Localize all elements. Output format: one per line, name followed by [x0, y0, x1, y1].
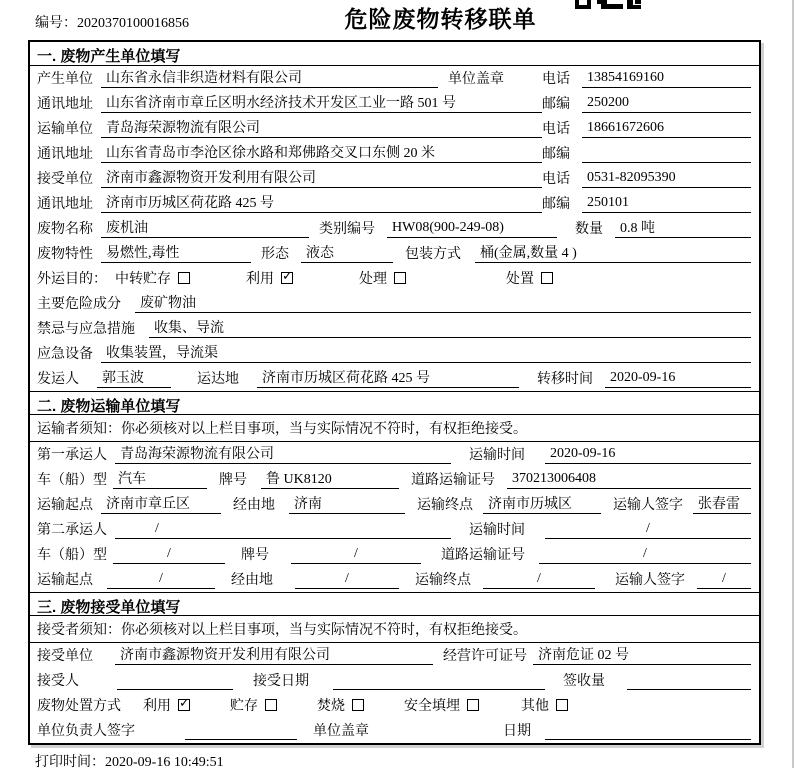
plate-label: 牌号: [219, 473, 247, 488]
phone-label: 电话: [542, 72, 570, 87]
option-label: 贮存: [230, 699, 258, 714]
section3-title: 三. 废物接受单位填写: [30, 592, 759, 616]
section2-title: 二. 废物运输单位填写: [30, 391, 759, 415]
disposal-option-other: [521, 695, 568, 715]
row-receiver: [30, 166, 759, 191]
trait-value: 易燃性,毒性: [101, 242, 251, 263]
trait-label: 废物特性: [37, 247, 93, 262]
row-carrier1: [30, 442, 759, 467]
via-label: 经由地: [233, 498, 275, 513]
equipment-label: 应急设备: [37, 347, 93, 362]
page-edge-line: [792, 0, 794, 768]
carrier1-label: 第一承运人: [37, 448, 107, 463]
disposal-option-landfill: [404, 695, 479, 715]
checkbox-disposal-landfill: [467, 699, 479, 711]
transport-time-label: 运输时间: [469, 448, 525, 463]
packing-label: 包装方式: [405, 247, 461, 262]
checkbox-utilize: [281, 272, 293, 284]
signed-qty-value: [627, 672, 751, 690]
transporter-value: 青岛海荣源物流有限公司: [101, 117, 542, 138]
quantity-label: 数量: [575, 222, 603, 237]
purpose-option-treat: [359, 268, 406, 288]
purpose-option-utilize: [246, 268, 293, 288]
zip-label: 邮编: [542, 97, 570, 112]
checkbox-dispose: [541, 272, 553, 284]
carrier1-permit-value: 370213006408: [507, 471, 751, 489]
producer-value: 山东省永信非织造材料有限公司: [101, 67, 438, 88]
carrier2-value: /: [115, 521, 451, 539]
accept-unit-value: 济南市鑫源物资开发利用有限公司: [115, 644, 433, 665]
carrier2-time-value: /: [545, 521, 751, 539]
road-permit-label: 道路运输证号: [441, 548, 525, 563]
print-time: [35, 751, 224, 771]
form-label: 形态: [261, 247, 289, 262]
phone-label: 电话: [542, 122, 570, 137]
carrier2-vehicle-value: /: [113, 546, 225, 564]
road-permit-label: 道路运输证号: [411, 473, 495, 488]
address-label: 通讯地址: [37, 197, 93, 212]
carrier1-time-value: 2020-09-16: [545, 446, 751, 464]
purpose-option-dispose: [506, 268, 553, 288]
checkbox-disposal-other: [556, 699, 568, 711]
transfer-time-value: 2020-09-16: [605, 370, 751, 388]
taboo-label: 禁忌与应急措施: [37, 322, 135, 337]
accept-unit-label: 接受单位: [37, 649, 93, 664]
origin-label: 运输起点: [37, 498, 93, 513]
row-equipment: [30, 341, 759, 366]
row-taboo: [30, 316, 759, 341]
plate-label: 牌号: [241, 548, 269, 563]
hazard-value: 废矿物油: [135, 292, 751, 313]
address-label: 通讯地址: [37, 147, 93, 162]
producer-address-value: 山东省济南市章丘区明水经济技术开发区工业一路 501 号: [101, 92, 542, 113]
form-value: 液态: [301, 242, 393, 263]
seal-label: 单位盖章: [448, 72, 504, 87]
transporter-zip-value: [582, 145, 751, 163]
row-producer-address: [30, 91, 759, 116]
carrier1-origin-value: 济南市章丘区: [101, 493, 221, 514]
via-label: 经由地: [231, 573, 273, 588]
doc-number-value: 2020370100016856: [77, 16, 189, 31]
vehicle-label: 车（船）型: [37, 473, 107, 488]
section3-notice: 接受者须知：你必须核对以上栏目事项，当与实际情况不符时，有权拒绝接受。: [30, 616, 759, 643]
accept-date-value: [333, 672, 545, 690]
carrier2-origin-value: /: [107, 571, 215, 589]
carrier2-terminus-value: /: [483, 571, 595, 589]
disposal-option-store: [230, 695, 277, 715]
phone-label: 电话: [542, 172, 570, 187]
carrier2-signature-value: /: [697, 571, 751, 589]
vehicle-label: 车（船）型: [37, 548, 107, 563]
zip-label: 邮编: [542, 147, 570, 162]
option-label: 处理: [359, 272, 387, 287]
section2-notice: 运输者须知：你必须核对以上栏目事项，当与实际情况不符时，有权拒绝接受。: [30, 415, 759, 442]
producer-zip-value: 250200: [582, 95, 751, 113]
row-disposal: [30, 693, 759, 718]
consignor-value: 郭玉波: [97, 367, 171, 388]
disposal-option-utilize: [143, 695, 190, 715]
transporter-label: 运输单位: [37, 122, 93, 137]
checkbox-treat: [394, 272, 406, 284]
disposal-option-incinerate: [317, 695, 364, 715]
checkbox-disposal-store: [265, 699, 277, 711]
signature-label: 运输人签字: [615, 573, 685, 588]
option-label: 其他: [521, 699, 549, 714]
option-label: 处置: [506, 272, 534, 287]
head-sign-value: [185, 722, 297, 740]
license-label: 经营许可证号: [443, 649, 527, 664]
row-producer: [30, 66, 759, 91]
seal-label: 单位盖章: [313, 724, 369, 739]
transport-time-label: 运输时间: [469, 523, 525, 538]
receiver-phone-value: 0531-82095390: [582, 170, 751, 188]
quantity-value: 0.8 吨: [615, 217, 751, 238]
print-time-label: 打印时间：: [35, 755, 105, 770]
row-transporter-address: [30, 141, 759, 166]
destination-label: 运达地: [197, 372, 239, 387]
transporter-address-value: 山东省青岛市李沧区徐水路和郑佛路交叉口东侧 20 米: [101, 142, 542, 163]
packing-value: 桶(金属,数量 4 ): [475, 242, 751, 263]
receiver-address-value: 济南市历城区荷花路 425 号: [101, 192, 542, 213]
option-label: 焚烧: [317, 699, 345, 714]
producer-label: 产生单位: [37, 72, 93, 87]
accept-date-label: 接受日期: [253, 674, 309, 689]
taboo-value: 收集、导流: [149, 317, 751, 338]
transporter-phone-value: 18661672606: [582, 120, 751, 138]
transfer-time-label: 转移时间: [537, 372, 593, 387]
carrier1-value: 青岛海荣源物流有限公司: [115, 443, 451, 464]
carrier1-terminus-value: 济南市历城区: [483, 493, 601, 514]
equipment-value: 收集装置，导流渠: [101, 342, 751, 363]
terminus-label: 运输终点: [415, 573, 471, 588]
receiver-value: 济南市鑫源物资开发利用有限公司: [101, 167, 542, 188]
destination-value: 济南市历城区荷花路 425 号: [257, 367, 519, 388]
origin-label: 运输起点: [37, 573, 93, 588]
row-consignor: [30, 366, 759, 391]
signature-label: 运输人签字: [613, 498, 683, 513]
waste-name-value: 废机油: [101, 217, 309, 238]
row-accept-unit: [30, 643, 759, 668]
receiver-zip-value: 250101: [582, 195, 751, 213]
acceptor-label: 接受人: [37, 674, 79, 689]
category-label: 类别编号: [319, 222, 375, 237]
carrier1-signature-value: 张春雷: [693, 493, 751, 514]
carrier2-label: 第二承运人: [37, 523, 107, 538]
receiver-label: 接受单位: [37, 172, 93, 187]
row-waste-name: [30, 216, 759, 241]
row-acceptor: [30, 668, 759, 693]
doc-number-label: 编号：: [35, 16, 77, 31]
option-label: 利用: [246, 272, 274, 287]
row-receiver-address: [30, 191, 759, 216]
checkbox-transfer-storage: [178, 272, 190, 284]
disposal-label: 废物处置方式: [37, 699, 121, 714]
document-header: [0, 0, 796, 40]
row-purpose: [30, 266, 759, 291]
option-label: 利用: [143, 699, 171, 714]
category-value: HW08(900-249-08): [387, 220, 557, 238]
row-carrier2-vehicle: [30, 542, 759, 567]
checkbox-disposal-incinerate: [352, 699, 364, 711]
section1-title: 一. 废物产生单位填写: [30, 42, 759, 66]
acceptor-value: [117, 672, 233, 690]
row-carrier1-vehicle: [30, 467, 759, 492]
carrier2-permit-value: /: [539, 546, 751, 564]
signed-qty-label: 签收量: [563, 674, 605, 689]
carrier1-via-value: 济南: [289, 493, 405, 514]
manifest-form: [28, 40, 761, 745]
row-carrier1-route: [30, 492, 759, 517]
row-waste-trait: [30, 241, 759, 266]
carrier2-via-value: /: [295, 571, 399, 589]
date-label: 日期: [503, 724, 531, 739]
purpose-label: 外运目的：: [37, 272, 107, 287]
consignor-label: 发运人: [37, 372, 79, 387]
head-sign-label: 单位负责人签字: [37, 724, 135, 739]
option-label: 中转贮存: [115, 272, 171, 287]
page-title: 危险废物转移联单: [344, 6, 537, 32]
carrier1-plate-value: 鲁 UK8120: [261, 468, 399, 489]
waste-name-label: 废物名称: [37, 222, 93, 237]
license-value: 济南危证 02 号: [533, 644, 751, 665]
hazard-label: 主要危险成分: [37, 297, 121, 312]
row-carrier2-route: [30, 567, 759, 592]
carrier2-plate-value: /: [291, 546, 421, 564]
qr-code-fragment-icon: [575, 0, 641, 9]
address-label: 通讯地址: [37, 97, 93, 112]
row-hazard: [30, 291, 759, 316]
row-transporter: [30, 116, 759, 141]
zip-label: 邮编: [542, 197, 570, 212]
option-label: 安全填埋: [404, 699, 460, 714]
print-time-value: 2020-09-16 10:49:51: [105, 755, 224, 770]
row-carrier2: [30, 517, 759, 542]
row-head-signature: [30, 718, 759, 743]
producer-phone-value: 13854169160: [582, 70, 751, 88]
carrier1-vehicle-value: 汽车: [113, 468, 207, 489]
checkbox-disposal-utilize: [178, 699, 190, 711]
terminus-label: 运输终点: [417, 498, 473, 513]
purpose-option-transfer-storage: [115, 268, 190, 288]
date-value: [545, 722, 751, 740]
